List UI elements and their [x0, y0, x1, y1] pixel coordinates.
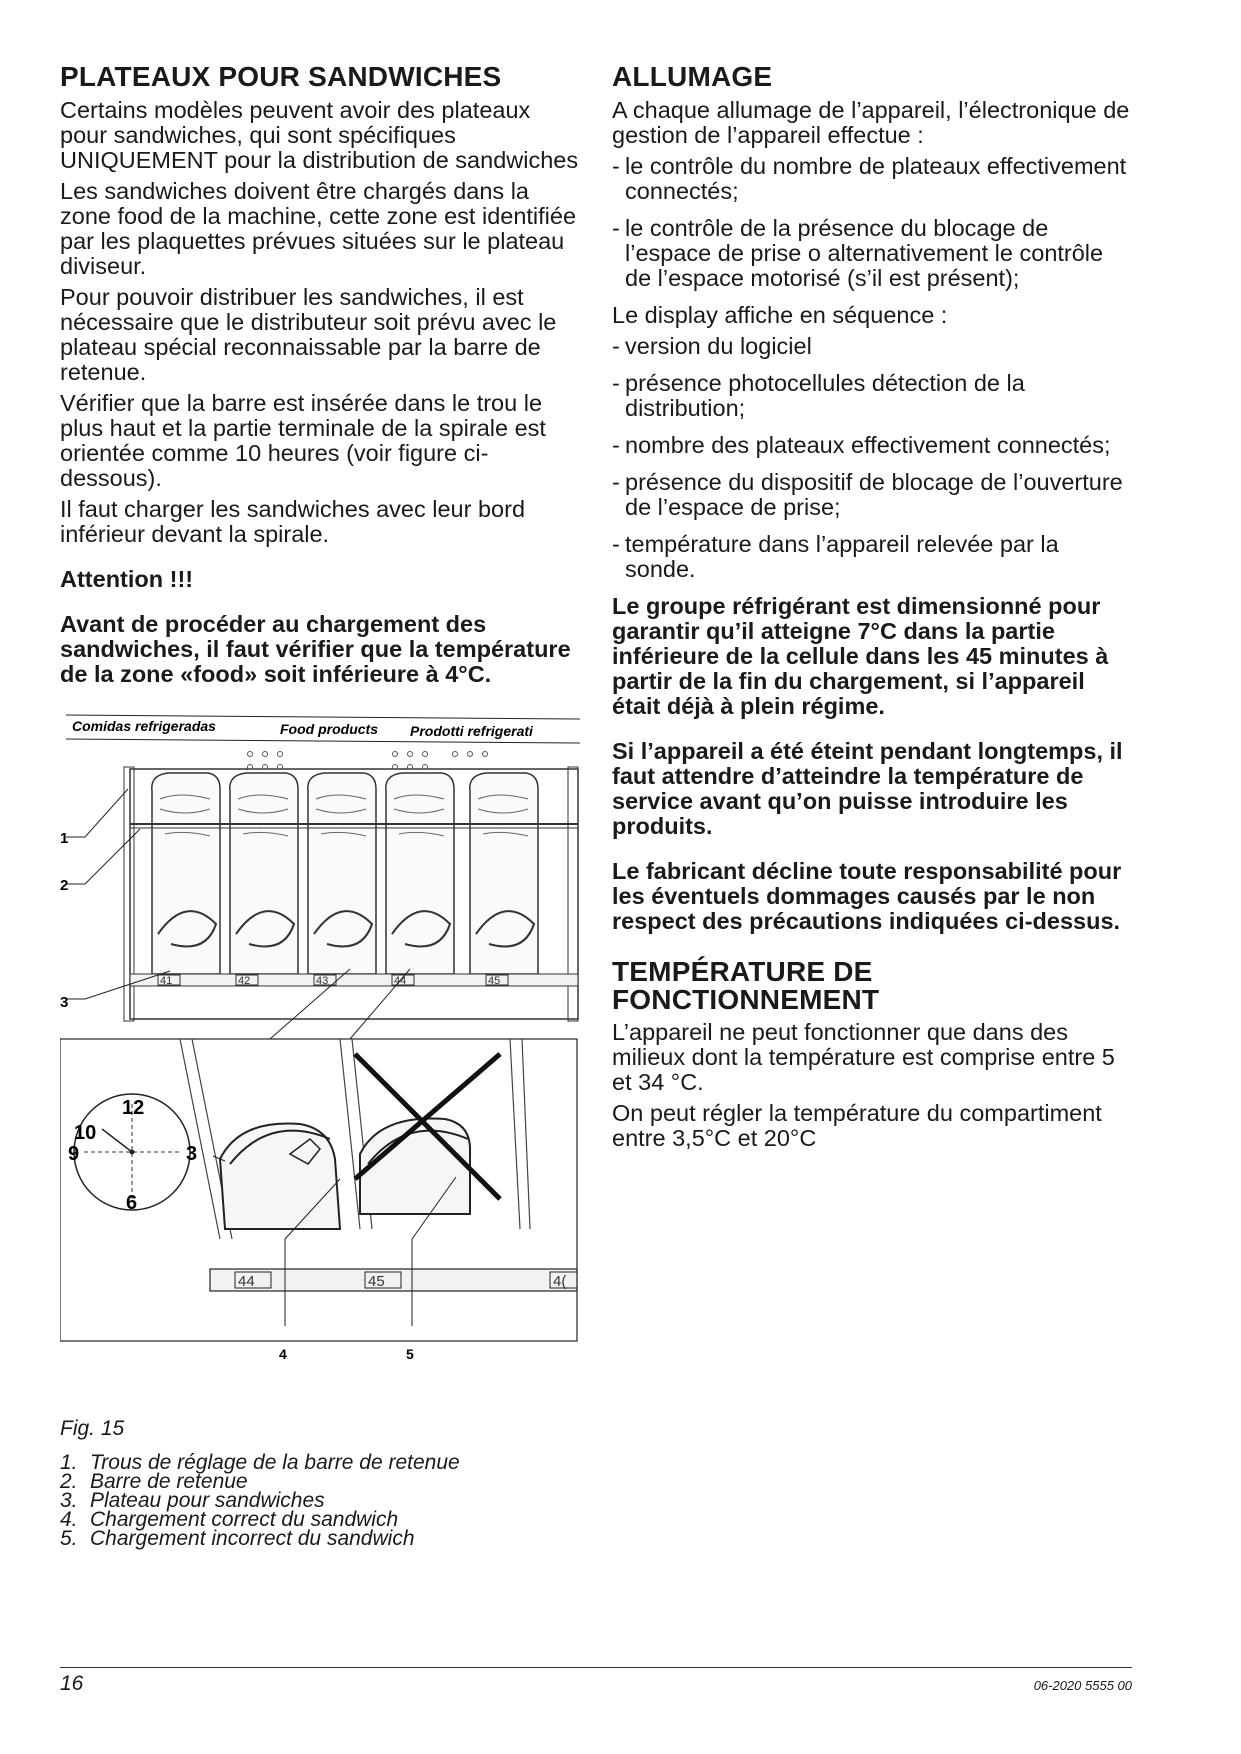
- footer-divider: [60, 1667, 1132, 1668]
- callout-4: 4: [279, 1346, 287, 1362]
- legend-item: 5. Chargement incorrect du sandwich: [60, 1527, 415, 1550]
- startup-heading: ALLUMAGE: [612, 61, 773, 92]
- fig-15-illustration: [60, 709, 580, 1409]
- clock-3: 3: [186, 1143, 198, 1165]
- callout-3: 3: [60, 994, 69, 1011]
- legend-item: 2. Barre de retenue: [60, 1470, 248, 1493]
- list-item: - version du logiciel: [612, 334, 1132, 359]
- slot-41: 41: [160, 975, 173, 987]
- page-number: 16: [60, 1672, 84, 1695]
- refrigeration-note: Le groupe réfrigérant est dimensionné pour garantir qu’il atteigne 7°C dans la partie inférieure de la cellule dans les 45 minutes à partir de la fin du chargement, si l’appareil était déjà à plein régime.: [612, 593, 1109, 719]
- liability-note: Le fabricant décline toute responsabilité pour les éventuels dommages causés par le non respect des précautions indiquées ci-dessus.: [612, 858, 1122, 934]
- callout-5: 5: [406, 1346, 414, 1362]
- clock-9: 9: [68, 1143, 80, 1165]
- detail-slot-45: 45: [368, 1273, 385, 1290]
- startup-checks: [612, 154, 1132, 291]
- label-comidas: Comidas refrigeradas: [72, 718, 216, 734]
- list-item: - le contrôle de la présence du blocage de l’espace de prise o alternativement le contrôle de l’espace motorisé (s’il est présent);: [612, 216, 1132, 291]
- right-column: [612, 62, 1132, 1157]
- startup-intro: A chaque allumage de l’appareil, l’électronique de gestion de l’appareil effectue :: [612, 97, 1130, 148]
- paragraph-2: Les sandwiches doivent être chargés dans la zone food de la machine, cette zone est identifiée par les plaquettes prévues situées sur le plateau diviseur.: [60, 178, 577, 279]
- list-item: - présence photocellules détection de la distribution;: [612, 371, 1132, 421]
- slot-45: 45: [488, 975, 501, 987]
- detail-slot-46: 4(: [553, 1273, 567, 1290]
- callout-2: 2: [60, 877, 69, 894]
- figure-caption: [60, 1417, 580, 1548]
- list-item: - le contrôle du nombre de plateaux effectivement connectés;: [612, 154, 1132, 204]
- callout-1: 1: [60, 830, 69, 847]
- display-sequence: [612, 334, 1132, 582]
- legend-item: 1. Trous de réglage de la barre de retenue: [60, 1451, 460, 1474]
- operating-temperature-heading: TEMPÉRATURE DE FONCTIONNEMENT: [612, 956, 880, 1015]
- slot-44: 44: [394, 975, 407, 987]
- slot-43: 43: [316, 975, 329, 987]
- left-column: [60, 62, 580, 1548]
- detail-slot-44: 44: [238, 1273, 255, 1290]
- list-item: - température dans l’appareil relevée par la sonde.: [612, 532, 1132, 582]
- long-shutdown-note: Si l’appareil a été éteint pendant longtemps, il faut attendre d’atteindre la température de service avant qu’on puisse introduire les produits.: [612, 738, 1123, 839]
- paragraph-3: Pour pouvoir distribuer les sandwiches, il est nécessaire que le distributeur soit prévu avec le plateau spécial reconnaissable par la barre de retenue.: [60, 284, 557, 385]
- clock-6: 6: [126, 1192, 138, 1214]
- temperature-warning: Avant de procéder au chargement des sandwiches, il faut vérifier que la température de la zone «food» soit inférieure à 4°C.: [60, 611, 571, 687]
- figure-number: Fig. 15: [60, 1417, 125, 1440]
- document-code: 06-2020 5555 00: [1033, 1678, 1132, 1693]
- display-intro: Le display affiche en séquence :: [612, 302, 948, 328]
- temp-paragraph-2: On peut régler la température du compartiment entre 3,5°C et 20°C: [612, 1100, 1102, 1151]
- legend-item: 4. Chargement correct du sandwich: [60, 1508, 399, 1531]
- sandwich-trays-heading: PLATEAUX POUR SANDWICHES: [60, 61, 502, 92]
- slot-42: 42: [238, 975, 251, 987]
- paragraph-4: Vérifier que la barre est insérée dans le trou le plus haut et la partie terminale de la spirale est orientée comme 10 heures (voir figure ci-dessous).: [60, 390, 546, 491]
- figure-legend: [60, 1453, 580, 1548]
- legend-item: 3. Plateau pour sandwiches: [60, 1489, 325, 1512]
- attention-label: Attention !!!: [60, 566, 194, 592]
- label-prodotti: Prodotti refrigerati: [410, 723, 533, 739]
- clock-12: 12: [122, 1097, 145, 1119]
- clock-10: 10: [74, 1122, 97, 1144]
- list-item: - nombre des plateaux effectivement connectés;: [612, 433, 1132, 458]
- paragraph-5: Il faut charger les sandwiches avec leur bord inférieur devant la spirale.: [60, 496, 526, 547]
- label-food: Food products: [280, 721, 378, 737]
- temp-paragraph-1: L’appareil ne peut fonctionner que dans des milieux dont la température est comprise entre 5 et 34 °C.: [612, 1019, 1115, 1095]
- paragraph-1: Certains modèles peuvent avoir des plateaux pour sandwiches, qui sont spécifiques UNIQUEMENT pour la distribution de sandwiches: [60, 97, 579, 173]
- list-item: - présence du dispositif de blocage de l’ouverture de l’espace de prise;: [612, 470, 1132, 520]
